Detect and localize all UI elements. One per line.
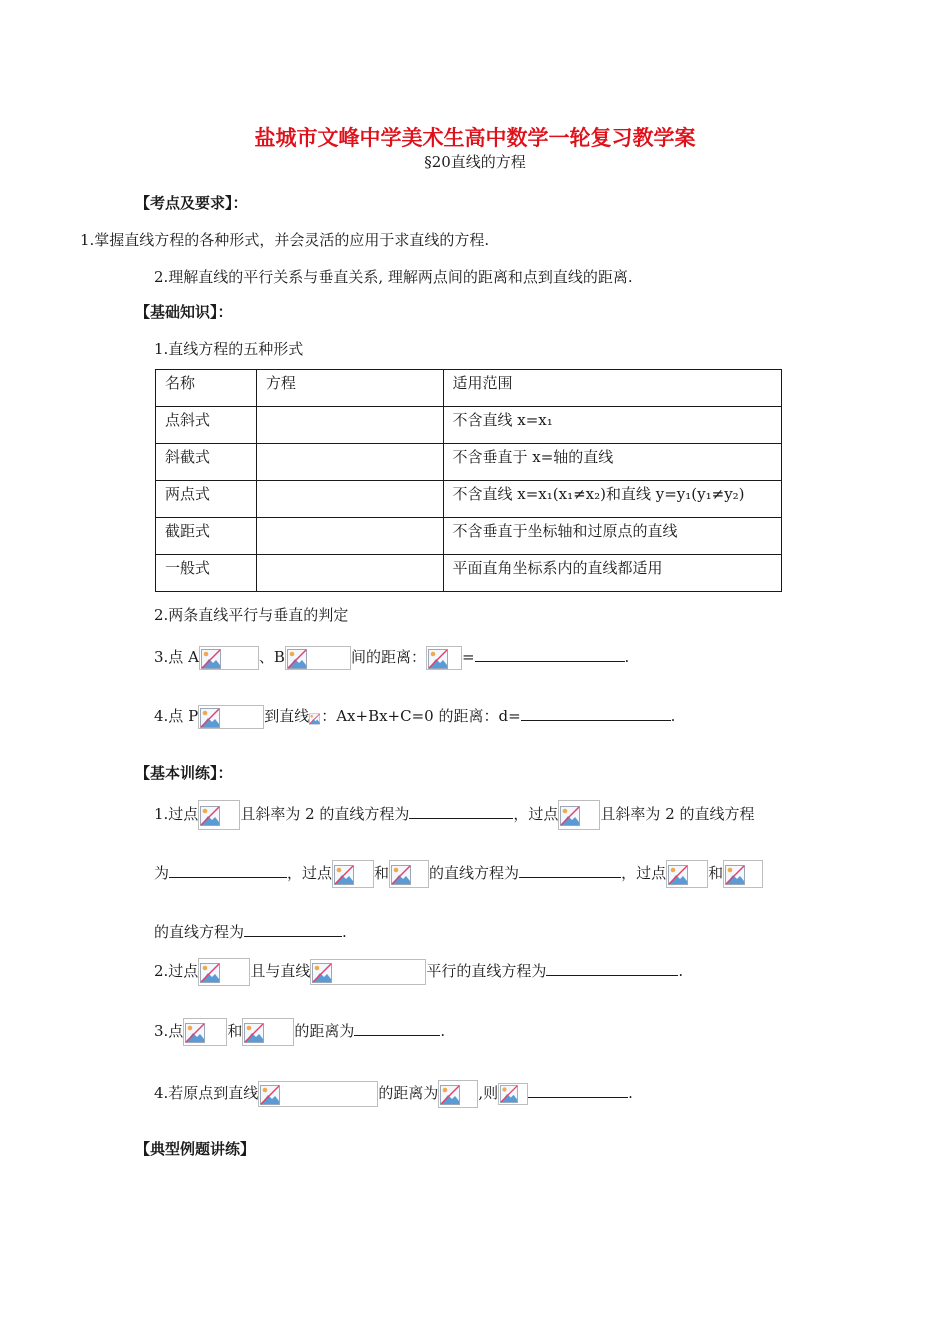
formula-image-icon (198, 958, 250, 986)
table-header-cell: 适用范围 (443, 370, 782, 407)
text-segment: . (440, 1022, 446, 1040)
answer-blank[interactable] (244, 920, 342, 937)
formula-image-icon (285, 646, 351, 670)
text-segment: 和 (374, 864, 390, 882)
answer-blank[interactable] (169, 861, 287, 878)
text-segment: 4.点 P (154, 707, 199, 725)
text-segment: 和 (708, 864, 724, 882)
text-segment: 平行的直线方程为 (426, 962, 547, 980)
answer-blank[interactable] (521, 704, 671, 721)
table-cell-scope: 不含直线 x=x₁ (443, 407, 782, 444)
text-segment: 为 (154, 864, 170, 882)
table-cell-name: 一般式 (156, 555, 257, 592)
basics-item-1: 1.直线方程的五种形式 (154, 340, 304, 358)
text-segment: 和 (227, 1022, 243, 1040)
table-row (156, 481, 782, 518)
text-segment: ：Ax+Bx+C=0 的距离：d= (321, 707, 521, 725)
training-q1-line1 (154, 800, 755, 830)
text-segment: ，过点 (287, 864, 333, 882)
requirements-heading: 【考点及要求】： (135, 194, 248, 212)
table-cell-scope: 不含直线 x=x₁(x₁≠x₂)和直线 y=y₁(y₁≠y₂) (443, 481, 782, 518)
training-heading: 【基本训练】： (135, 764, 233, 782)
table-cell-equation (256, 444, 443, 481)
requirement-item-2: 2.理解直线的平行关系与垂直关系, 理解两点间的距离和点到直线的距离. (154, 268, 633, 286)
text-segment: ，过点 (621, 864, 667, 882)
text-segment: . (678, 962, 684, 980)
answer-blank[interactable] (528, 1081, 628, 1098)
table-cell-equation (256, 407, 443, 444)
basics-heading: 【基础知识】： (135, 303, 233, 321)
training-q1-line2 (154, 860, 763, 888)
examples-heading: 【典型例题讲练】 (135, 1140, 256, 1158)
page-title: 盐城市文峰中学美术生高中数学一轮复习教学案 (254, 125, 696, 150)
text-segment: 、B (258, 648, 285, 666)
text-segment: 且斜率为 2 的直线方程 (600, 805, 755, 823)
formula-image-icon (666, 860, 708, 888)
table-cell-equation (256, 481, 443, 518)
formula-image-icon (498, 1083, 528, 1105)
text-segment: = (461, 648, 475, 666)
table-cell-scope: 不含垂直于坐标轴和过原点的直线 (443, 518, 782, 555)
text-segment: 3.点 A (154, 648, 199, 666)
formula-image-icon (438, 1080, 478, 1108)
answer-blank[interactable] (546, 959, 678, 976)
formula-image-icon (198, 800, 240, 830)
text-segment: 间的距离： (350, 648, 426, 666)
text-segment: 的距离为 (294, 1022, 355, 1040)
formula-image-icon (426, 646, 462, 670)
answer-blank[interactable] (519, 861, 621, 878)
basics-item-3 (154, 645, 629, 670)
table-cell-scope: 平面直角坐标系内的直线都适用 (443, 555, 782, 592)
page-subtitle: §20直线的方程 (424, 153, 526, 171)
formula-image-icon (310, 959, 426, 985)
text-segment: 的直线方程为 (154, 923, 245, 941)
text-segment: ，过点 (513, 805, 559, 823)
text-segment: 的距离为 (378, 1084, 439, 1102)
table-row (156, 407, 782, 444)
formula-image-icon (332, 860, 374, 888)
table-row (156, 518, 782, 555)
formula-image-icon (198, 705, 264, 729)
text-segment: 2.过点 (154, 962, 199, 980)
answer-blank[interactable] (475, 645, 625, 662)
table-cell-name: 两点式 (156, 481, 257, 518)
text-segment: 到直线 (264, 707, 310, 725)
text-segment: 且与直线 (250, 962, 311, 980)
text-segment: . (628, 1084, 633, 1102)
requirement-item-1: 1.掌握直线方程的各种形式，并会灵活的应用于求直线的方程. (80, 231, 490, 249)
table-row (156, 444, 782, 481)
text-segment: 3.点 (154, 1022, 184, 1040)
text-segment: . (624, 648, 630, 666)
text-segment: . (670, 707, 676, 725)
table-cell-name: 点斜式 (156, 407, 257, 444)
answer-blank[interactable] (354, 1019, 440, 1036)
table-cell-equation (256, 518, 443, 555)
formula-image-icon (183, 1018, 227, 1046)
text-segment: 且斜率为 2 的直线方程为 (240, 805, 410, 823)
table-header-row (156, 370, 782, 407)
formula-image-icon (258, 1081, 378, 1107)
text-segment: 的直线方程为 (429, 864, 520, 882)
formula-image-icon (723, 860, 763, 888)
formula-image-icon (558, 800, 600, 830)
formula-image-icon (309, 705, 321, 729)
table-cell-name: 截距式 (156, 518, 257, 555)
table-header-cell: 方程 (256, 370, 443, 407)
training-q3 (154, 1018, 445, 1046)
text-segment: 4.若原点到直线 (154, 1084, 259, 1102)
text-segment: 1.过点 (154, 805, 199, 823)
text-segment: . (342, 923, 347, 941)
table-cell-name: 斜截式 (156, 444, 257, 481)
formula-image-icon (389, 860, 429, 888)
line-forms-table (155, 369, 782, 592)
basics-item-4 (154, 704, 675, 729)
table-cell-scope: 不含垂直于 x=轴的直线 (443, 444, 782, 481)
training-q2 (154, 958, 683, 986)
formula-image-icon (242, 1018, 294, 1046)
text-segment: ,则 (478, 1084, 499, 1102)
training-q1-line3 (154, 920, 347, 943)
basics-item-2: 2.两条直线平行与垂直的判定 (154, 606, 349, 624)
table-row (156, 555, 782, 592)
training-q4 (154, 1080, 633, 1108)
table-header-cell: 名称 (156, 370, 257, 407)
formula-image-icon (199, 646, 259, 670)
answer-blank[interactable] (409, 802, 513, 819)
table-cell-equation (256, 555, 443, 592)
